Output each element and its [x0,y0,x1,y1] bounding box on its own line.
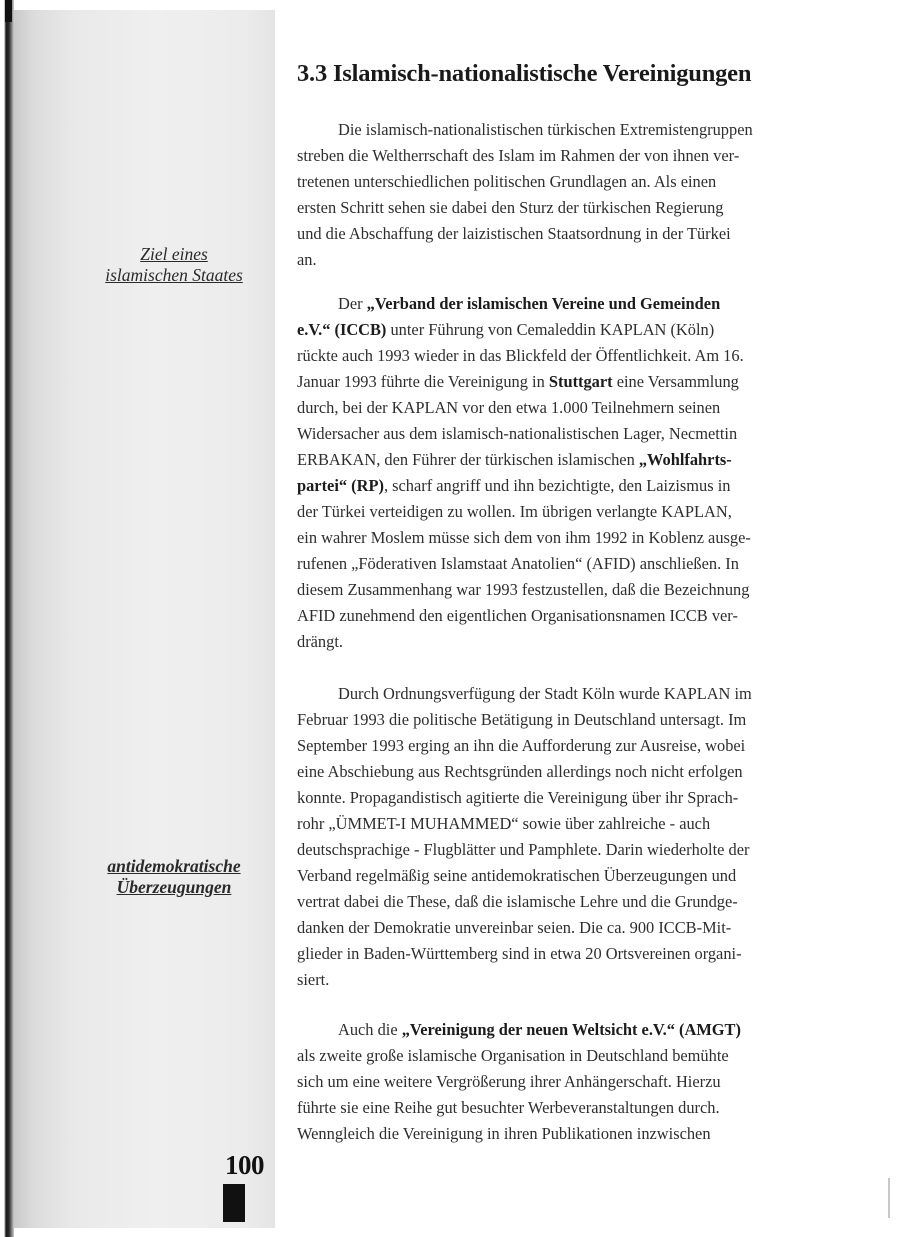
binding-strip [0,0,14,1237]
text-line: durch, bei der KAPLAN vor den etwa 1.000 Teilnehmern seinen [297,398,721,417]
text-line: rufenen „Föderativen Islamstaat Anatolien“ (AFID) anschließen. In [297,554,739,573]
margin-sidebar [14,10,275,1228]
margin-note-line: islamischen Staates [105,265,243,285]
text-line: rückte auch 1993 wieder in das Blickfeld der Öffentlichkeit. Am 16. [297,346,744,365]
text-line [297,1017,817,1043]
text-line [297,473,817,499]
text-line [297,447,817,473]
text-line: Durch Ordnungsverfügung der Stadt Köln wurde KAPLAN im [338,684,752,703]
text-line: als zweite große islamische Organisation in Deutschland bemühte [297,1046,729,1065]
text-line: ersten Schritt sehen sie dabei den Sturz der türkischen Regierung [297,198,724,217]
text-line: Februar 1993 die politische Betätigung in Deutschland untersagt. Im [297,710,747,729]
text-line: ein wahrer Moslem müsse sich dem von ihm 1992 in Koblenz ausge- [297,528,751,547]
organization-name: „Wohlfahrts- [638,450,732,469]
margin-note-line: antidemokratische [107,856,241,876]
text-run: eine Versammlung [612,372,739,391]
organization-name: „Verband der islamischen Vereine und Gemeinden [366,294,721,313]
text-line: Widersacher aus dem islamisch-nationalistischen Lager, Necmettin [297,424,738,443]
text-run: unter Führung von Cemaleddin KAPLAN (Köln) [386,320,715,339]
text-line [297,369,817,395]
text-line: rohr „ÜMMET-I MUHAMMED“ sowie über zahlreiche - auch [297,814,711,833]
margin-note-antidemocratic [80,856,268,898]
text-line: tretenen unterschiedlichen politischen Grundlagen an. Als einen [297,172,717,191]
margin-note-islamic-state [80,244,268,286]
paragraph-3 [297,681,817,993]
binding-mark [5,0,12,22]
section-heading: 3.3 Islamisch-nationalistische Vereinigungen [297,60,752,87]
text-line: an. [297,250,317,269]
text-line: Wenngleich die Vereinigung in ihren Publikationen inzwischen [297,1124,711,1143]
text-run: ERBAKAN, den Führer der türkischen islamischen [297,450,639,469]
text-line: deutschsprachige - Flugblätter und Pamphlete. Darin wiederholte der [297,840,750,859]
text-line: und die Abschaffung der laizistischen Staatsordnung in der Türkei [297,224,731,243]
page-edge-line [888,1178,890,1218]
text-line: Verband regelmäßig seine antidemokratischen Überzeugungen und [297,866,737,885]
text-line: Die islamisch-nationalistischen türkischen Extremistengruppen [338,120,753,139]
text-line: vertrat dabei die These, daß die islamische Lehre und die Grundge- [297,892,738,911]
text-line: führte sie eine Reihe gut besuchter Werbeveranstaltungen durch. [297,1098,720,1117]
margin-note-line: Überzeugungen [116,877,232,897]
text-line: glieder in Baden-Württemberg sind in etwa 20 Ortsvereinen organi- [297,944,742,963]
city-name: Stuttgart [548,372,613,391]
text-line: konnte. Propagandistisch agitierte die Vereinigung über ihr Sprach- [297,788,739,807]
text-run: Der [338,294,367,313]
text-line: der Türkei verteidigen zu wollen. Im übrigen verlangte KAPLAN, [297,502,732,521]
text-line: diesem Zusammenhang war 1993 festzustellen, daß die Bezeichnung [297,580,750,599]
thumb-index-mark [223,1184,245,1222]
paragraph-4 [297,1017,817,1147]
organization-name: „Vereinigung der neuen Weltsicht e.V.“ (AMGT) [401,1020,741,1039]
margin-note-line: Ziel eines [140,244,208,264]
text-line: streben die Weltherrschaft des Islam im Rahmen der von ihnen ver- [297,146,740,165]
text-run: Januar 1993 führte die Vereinigung in [297,372,549,391]
paragraph-2 [297,291,817,655]
text-line: AFID zunehmend den eigentlichen Organisationsnamen ICCB ver- [297,606,738,625]
text-line: danken der Demokratie unvereinbar seien. Die ca. 900 ICCB-Mit- [297,918,732,937]
text-line [297,317,817,343]
text-line: drängt. [297,632,343,651]
text-line [297,291,817,317]
paragraph-1 [297,117,817,273]
organization-name: e.V.“ (ICCB) [297,320,387,339]
text-line: eine Abschiebung aus Rechtsgründen allerdings noch nicht erfolgen [297,762,743,781]
text-line: sich um eine weitere Vergrößerung ihrer Anhängerschaft. Hierzu [297,1072,721,1091]
page-number: 100 [225,1150,264,1180]
text-line: September 1993 erging an ihn die Aufforderung zur Ausreise, wobei [297,736,746,755]
text-run: , scharf angriff und ihn bezichtigte, den Laizismus in [383,476,731,495]
text-run: Auch die [338,1020,402,1039]
organization-name: partei“ (RP) [297,476,384,495]
text-line: siert. [297,970,330,989]
